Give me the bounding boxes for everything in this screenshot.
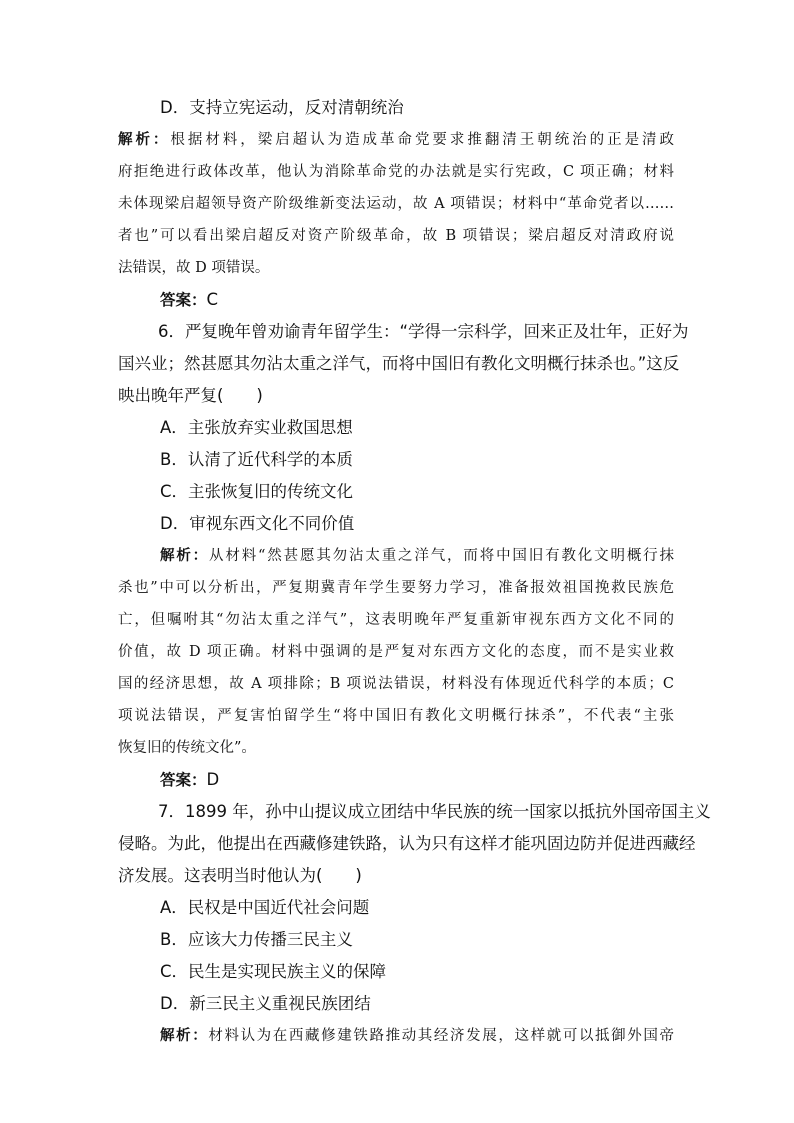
q7-option-a: A．民权是中国近代社会问题 (160, 898, 370, 917)
q5-analysis-line-3: 未体现梁启超领导资产阶级维新变法运动，故 A 项错误；材料中“革命党者以…… (118, 196, 674, 212)
q6-answer-value: D (206, 770, 220, 789)
q7-stem-line-3: 济发展。这表明当时他认为( ) (118, 866, 362, 885)
q7-option-b: B．应该大力传播三民主义 (160, 930, 353, 949)
q7-analysis-label: 解析： (160, 1028, 209, 1044)
q6-analysis-line-2: 杀也”中可以分析出，严复期冀青年学生要努力学习，准备报效祖国挽救民族危 (118, 580, 674, 596)
q6-stem-line-2: 国兴业；然甚愿其勿沾太重之洋气，而将中国旧有教化文明概行抹杀也。”这反 (118, 354, 680, 373)
q5-answer (160, 290, 218, 310)
q7-option-c: C．民生是实现民族主义的保障 (160, 962, 387, 981)
q5-analysis-label: 解析： (118, 132, 171, 148)
q6-stem-line-1: 6．严复晚年曾劝谕青年留学生：“学得一宗科学，回来正及壮年，正好为 (158, 322, 689, 341)
q5-answer-value: C (206, 290, 219, 309)
q6-analysis-line-7: 恢复旧的传统文化”。 (118, 740, 256, 756)
q6-stem-line-3: 映出晚年严复( ) (118, 386, 263, 405)
q6-option-a: A．主张放弃实业救国思想 (160, 418, 353, 437)
q6-option-d: D．审视东西文化不同价值 (160, 514, 355, 533)
q6-analysis-line-6: 项说法错误，严复害怕留学生“将中国旧有教化文明概行抹杀”，不代表“主张 (118, 708, 674, 724)
q6-analysis-line-3: 亡，但嘱咐其“勿沾太重之洋气”，这表明晚年严复重新审视东西方文化不同的 (118, 612, 674, 628)
q6-answer-label: 答案： (160, 771, 207, 789)
q5-analysis-line-1: 解析：根据材料，梁启超认为造成革命党要求推翻清王朝统治的正是清政 (118, 132, 675, 148)
q5-analysis-line-5: 法错误，故 D 项错误。 (118, 260, 270, 276)
q5-option-d: D．支持立宪运动，反对清朝统治 (160, 98, 404, 117)
q7-stem-line-1: 7．1899 年，孙中山提议成立团结中华民族的统一国家以抵抗外国帝国主义 (158, 802, 711, 821)
q6-answer (160, 770, 219, 790)
q6-option-c: C．主张恢复旧的传统文化 (160, 482, 354, 501)
q6-analysis-line-4: 价值，故 D 项正确。材料中强调的是严复对东西方文化的态度，而不是实业救 (118, 644, 674, 660)
q6-analysis-line-5: 国的经济思想，故 A 项排除；B 项说法错误，材料没有体现近代科学的本质；C (118, 676, 674, 692)
q6-analysis-line-1: 解析：从材料“然甚愿其勿沾太重之洋气，而将中国旧有教化文明概行抹 (160, 548, 674, 564)
q7-option-d: D．新三民主义重视民族团结 (160, 994, 371, 1013)
q7-stem-line-2: 侵略。为此，他提出在西藏修建铁路，认为只有这样才能巩固边防并促进西藏经 (118, 834, 696, 853)
q5-answer-label: 答案： (160, 291, 207, 309)
q6-analysis-label: 解析： (160, 548, 210, 564)
q5-analysis-line-4: 者也”可以看出梁启超反对资产阶级革命，故 B 项错误；梁启超反对清政府说 (118, 228, 674, 244)
q5-analysis-line-2: 府拒绝进行政体改革，他认为消除革命党的办法就是实行宪政，C 项正确；材料 (118, 164, 674, 180)
q7-analysis-line-1: 解析：材料认为在西藏修建铁路推动其经济发展，这样就可以抵御外国帝 (160, 1028, 675, 1044)
q6-option-b: B．认清了近代科学的本质 (160, 450, 353, 469)
